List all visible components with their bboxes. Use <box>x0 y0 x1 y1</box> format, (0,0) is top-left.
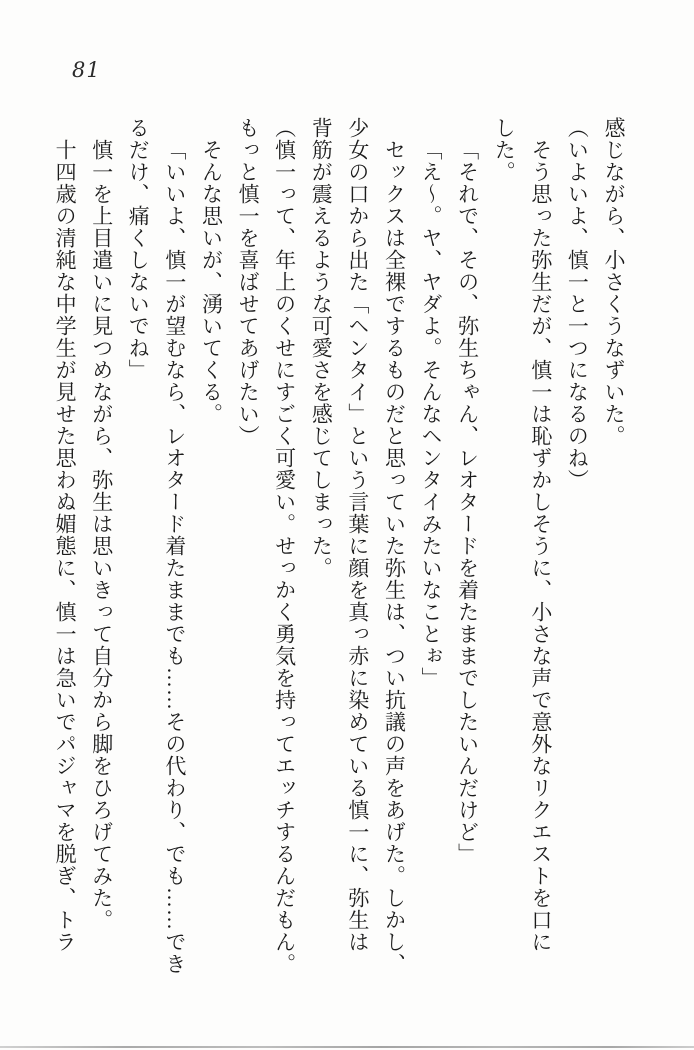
text-column: 十四歳の清純な中学生が見せた思わぬ媚態に、慎一は急いでパジャマを脱ぎ、トラ <box>53 139 78 953</box>
text-column: 「それで、その、弥生ちゃん、レオタードを着たままでしたいんだけど」 <box>455 139 480 865</box>
text-column: した。 <box>492 117 517 183</box>
text-column: もっと慎一を喜ばせてあげたい） <box>236 117 261 447</box>
text-column: 慎一を上目遣いに見つめながら、弥生は思いきって自分から脚をひろげてみた。 <box>89 139 114 931</box>
text-column: 背筋が震えるような可愛さを感じてしまった。 <box>309 117 334 579</box>
text-column: （いよいよ、慎一と一つになるのね） <box>565 117 590 491</box>
text-column: 「え〜。ヤ、ヤダよ。そんなヘンタイみたいなことぉ」 <box>419 139 444 689</box>
text-column: るだけ、痛くしないでね」 <box>126 117 151 381</box>
page-number: 81 <box>72 58 101 82</box>
text-column: （慎一って、年上のくせにすごく可愛い。せっかく勇気を持ってエッチするんだもん。 <box>272 117 297 975</box>
text-column: 「いいよ、慎一が望むなら、レオタード着たままでも……その代わり、でも……でき <box>162 139 187 975</box>
scan-artifact-line <box>0 1046 694 1048</box>
text-column: そう思った弥生だが、慎一は恥ずかしそうに、小さな声で意外なリクエストを口に <box>528 139 553 953</box>
body-text <box>47 117 633 979</box>
text-column: そんな思いが、湧いてくる。 <box>199 139 224 425</box>
text-column: 少女の口から出た「ヘンタイ」という言葉に顔を真っ赤に染めている慎一に、弥生は <box>345 117 370 953</box>
text-column: 感じながら、小さくうなずいた。 <box>602 117 626 447</box>
text-column: セックスは全裸でするものだと思っていた弥生は、つい抗議の声をあげた。しかし、 <box>382 139 407 975</box>
